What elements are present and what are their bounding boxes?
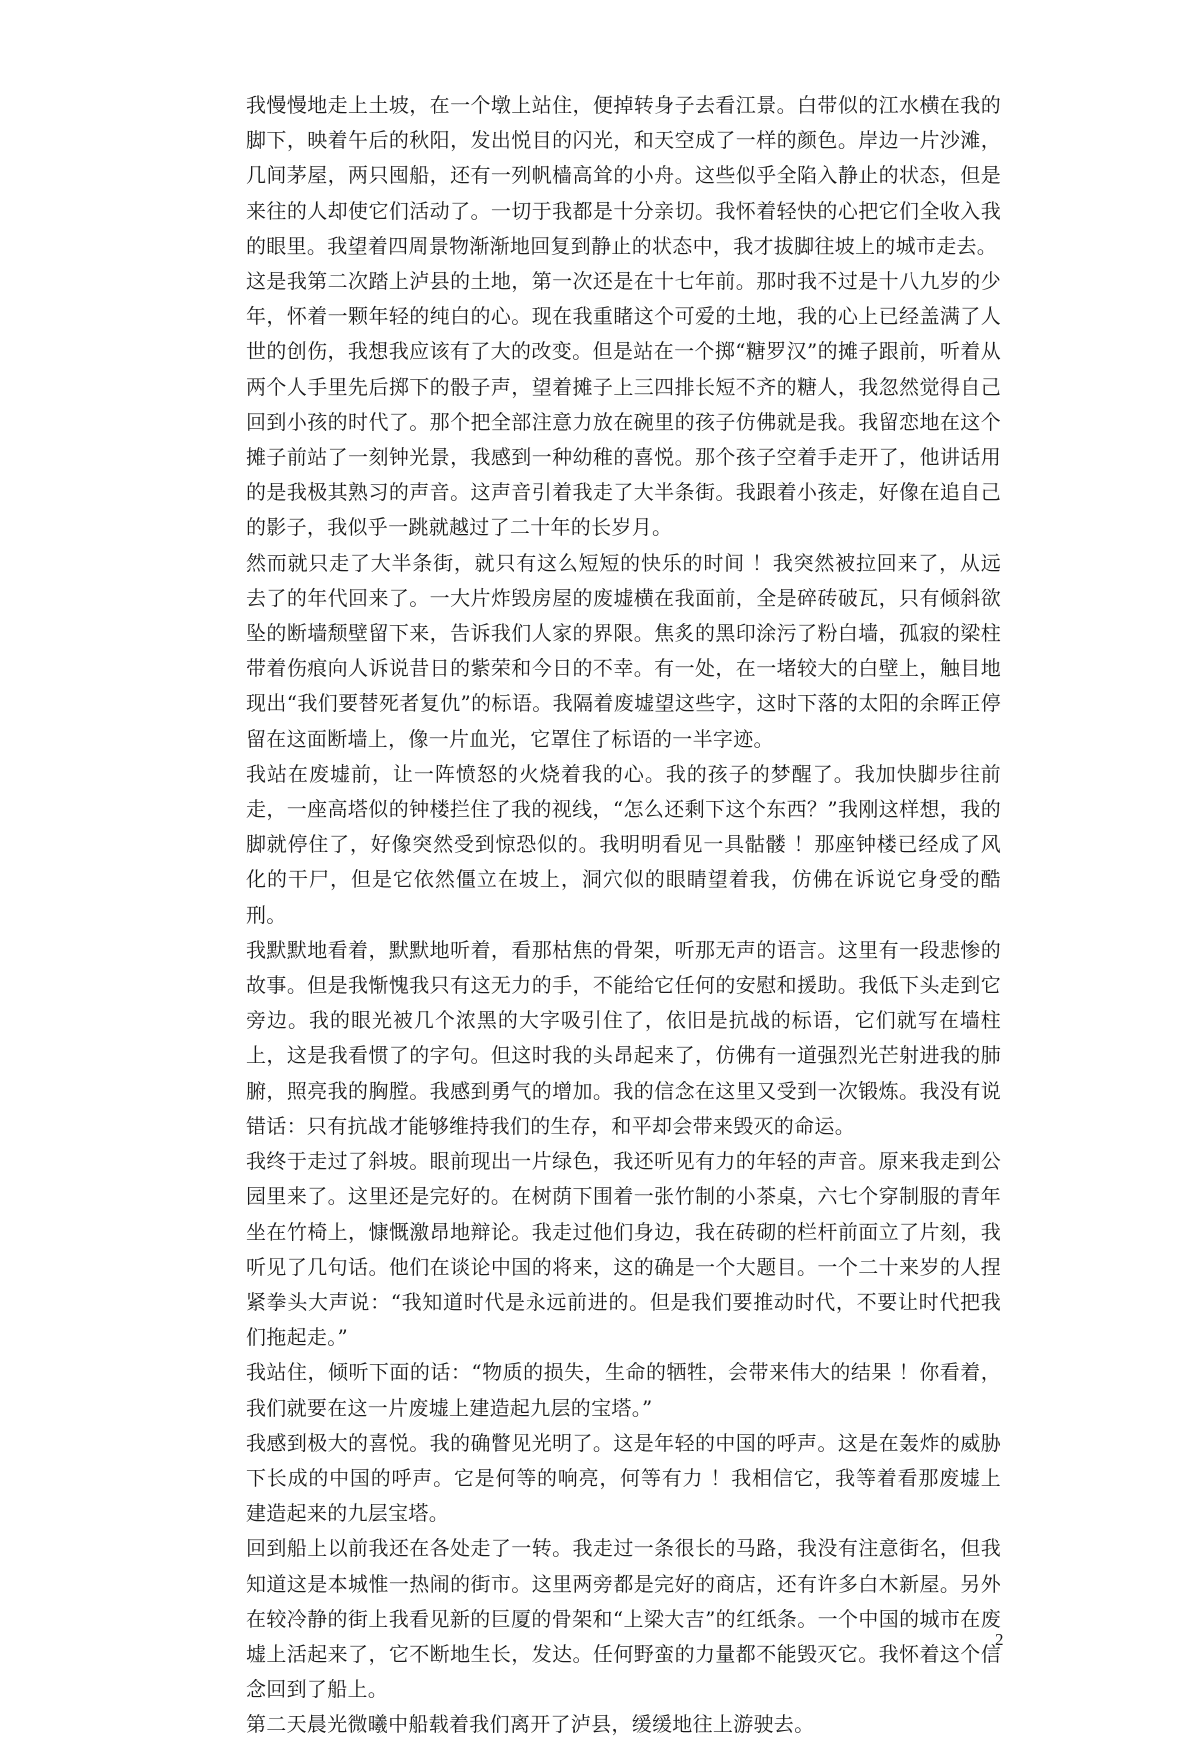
paragraph-8: 我感到极大的喜悦。我的确瞥见光明了。这是年轻的中国的呼声。这是在轰炸的威胁下长成的中国的呼声。它是何等的响亮，何等有力 ！我相信它，我等着看那废墟上建造起来的九层宝塔。 xyxy=(246,1430,1001,1526)
paragraph-4: 我站在废墟前，让一阵愤怒的火烧着我的心。我的孩子的梦醒了。我加快脚步往前走，一座高塔似的钟楼拦住了我的视线，“怎么还剩下这个东西？”我刚这样想，我的脚就停住了，好像突然受到惊恐似的。我明明看见一具骷髅 ！那座钟楼已经成了风化的干尸，但是它依然僵立在坡上，洞穴似的眼睛望着我，仿佛在诉说它身受的酷刑。 xyxy=(246,761,1001,927)
paragraph-9: 回到船上以前我还在各处走了一转。我走过一条很长的马路，我没有注意街名，但我知道这是本城惟一热闹的街市。这里两旁都是完好的商店，还有许多白木新屋。另外在较冷静的街上我看见新的巨厦的骨架和“上梁大吉”的红纸条。一个中国的城市在废墟上活起来了，它不断地生长，发达。任何野蛮的力量都不能毁灭它。我怀着这个信念回到了船上。 xyxy=(246,1536,1001,1702)
document-body xyxy=(246,88,1001,1743)
page-number: 2 xyxy=(995,1630,1004,1649)
paragraph-6: 我终于走过了斜坡。眼前现出一片绿色，我还听见有力的年轻的声音。原来我走到公园里来了。这里还是完好的。在树荫下围着一张竹制的小茶桌，六七个穿制服的青年坐在竹椅上，慷慨激昂地辩论。我走过他们身边，我在砖砌的栏杆前面立了片刻，我听见了几句话。他们在谈论中国的将来，这的确是一个大题目。一个二十来岁的人捏紧拳头大声说：“我知道时代是永远前进的。但是我们要推动时代，不要让时代把我们拖起走。” xyxy=(246,1149,1001,1350)
paragraph-1: 我慢慢地走上土坡，在一个墩上站住，便掉转身子去看江景。白带似的江水横在我的脚下，映着午后的秋阳，发出悦目的闪光，和天空成了一样的颜色。岸边一片沙滩，几间茅屋，两只囤船，还有一列帆樯高耸的小舟。这些似乎全陷入静止的状态，但是来往的人却使它们活动了。一切于我都是十分亲切。我怀着轻快的心把它们全收入我的眼里。我望着四周景物渐渐地回复到静止的状态中，我才拔脚往坡上的城市走去。 xyxy=(246,93,1001,258)
paragraph-7: 我站住，倾听下面的话：“物质的损失，生命的牺牲，会带来伟大的结果 ！你看着，我们就要在这一片废墟上建造起九层的宝塔。” xyxy=(246,1360,1001,1420)
paragraph-3: 然而就只走了大半条街，就只有这么短短的快乐的时间 ！我突然被拉回来了，从远去了的年代回来了。一大片炸毁房屋的废墟横在我面前，全是碎砖破瓦，只有倾斜欲坠的断墙颓壁留下来，告诉我们人家的界限。焦炙的黑印涂污了粉白墙，孤寂的梁柱带着伤痕向人诉说昔日的紫荣和今日的不幸。有一处，在一堵较大的白壁上，触目地现出“我们要替死者复仇”的标语。我隔着废墟望这些字，这时下落的太阳的余晖正停留在这面断墙上，像一片血光，它罩住了标语的一半字迹。 xyxy=(246,550,1001,751)
paragraph-2: 这是我第二次踏上泸县的土地，第一次还是在十七年前。那时我不过是十八九岁的少年，怀着一颗年轻的纯白的心。现在我重睹这个可爱的土地，我的心上已经盖满了人世的创伤，我想我应该有了大的改变。但是站在一个掷“糖罗汉”的摊子跟前，听着从两个人手里先后掷下的骰子声，望着摊子上三四排长短不齐的糖人，我忽然觉得自己回到小孩的时代了。那个把全部注意力放在碗里的孩子仿佛就是我。我留恋地在这个摊子前站了一刻钟光景，我感到一种幼稚的喜悦。那个孩子空着手走开了，他讲话用的是我极其熟习的声音。这声音引着我走了大半条街。我跟着小孩走，好像在追自己的影子，我似乎一跳就越过了二十年的长岁月。 xyxy=(246,269,1001,540)
paragraph-10: 第二天晨光微曦中船载着我们离开了泸县，缓缓地往上游驶去。 xyxy=(246,1712,815,1737)
paragraph-5: 我默默地看着，默默地听着，看那枯焦的骨架，听那无声的语言。这里有一段悲惨的故事。但是我惭愧我只有这无力的手，不能给它任何的安慰和援助。我低下头走到它旁边。我的眼光被几个浓黑的大字吸引住了，依旧是抗战的标语，它们就写在墙柱上，这是我看惯了的字句。但这时我的头昂起来了，仿佛有一道强烈光芒射进我的肺腑，照亮我的胸膛。我感到勇气的增加。我的信念在这里又受到一次锻炼。我没有说错话：只有抗战才能够维持我们的生存，和平却会带来毁灭的命运。 xyxy=(246,937,1001,1138)
